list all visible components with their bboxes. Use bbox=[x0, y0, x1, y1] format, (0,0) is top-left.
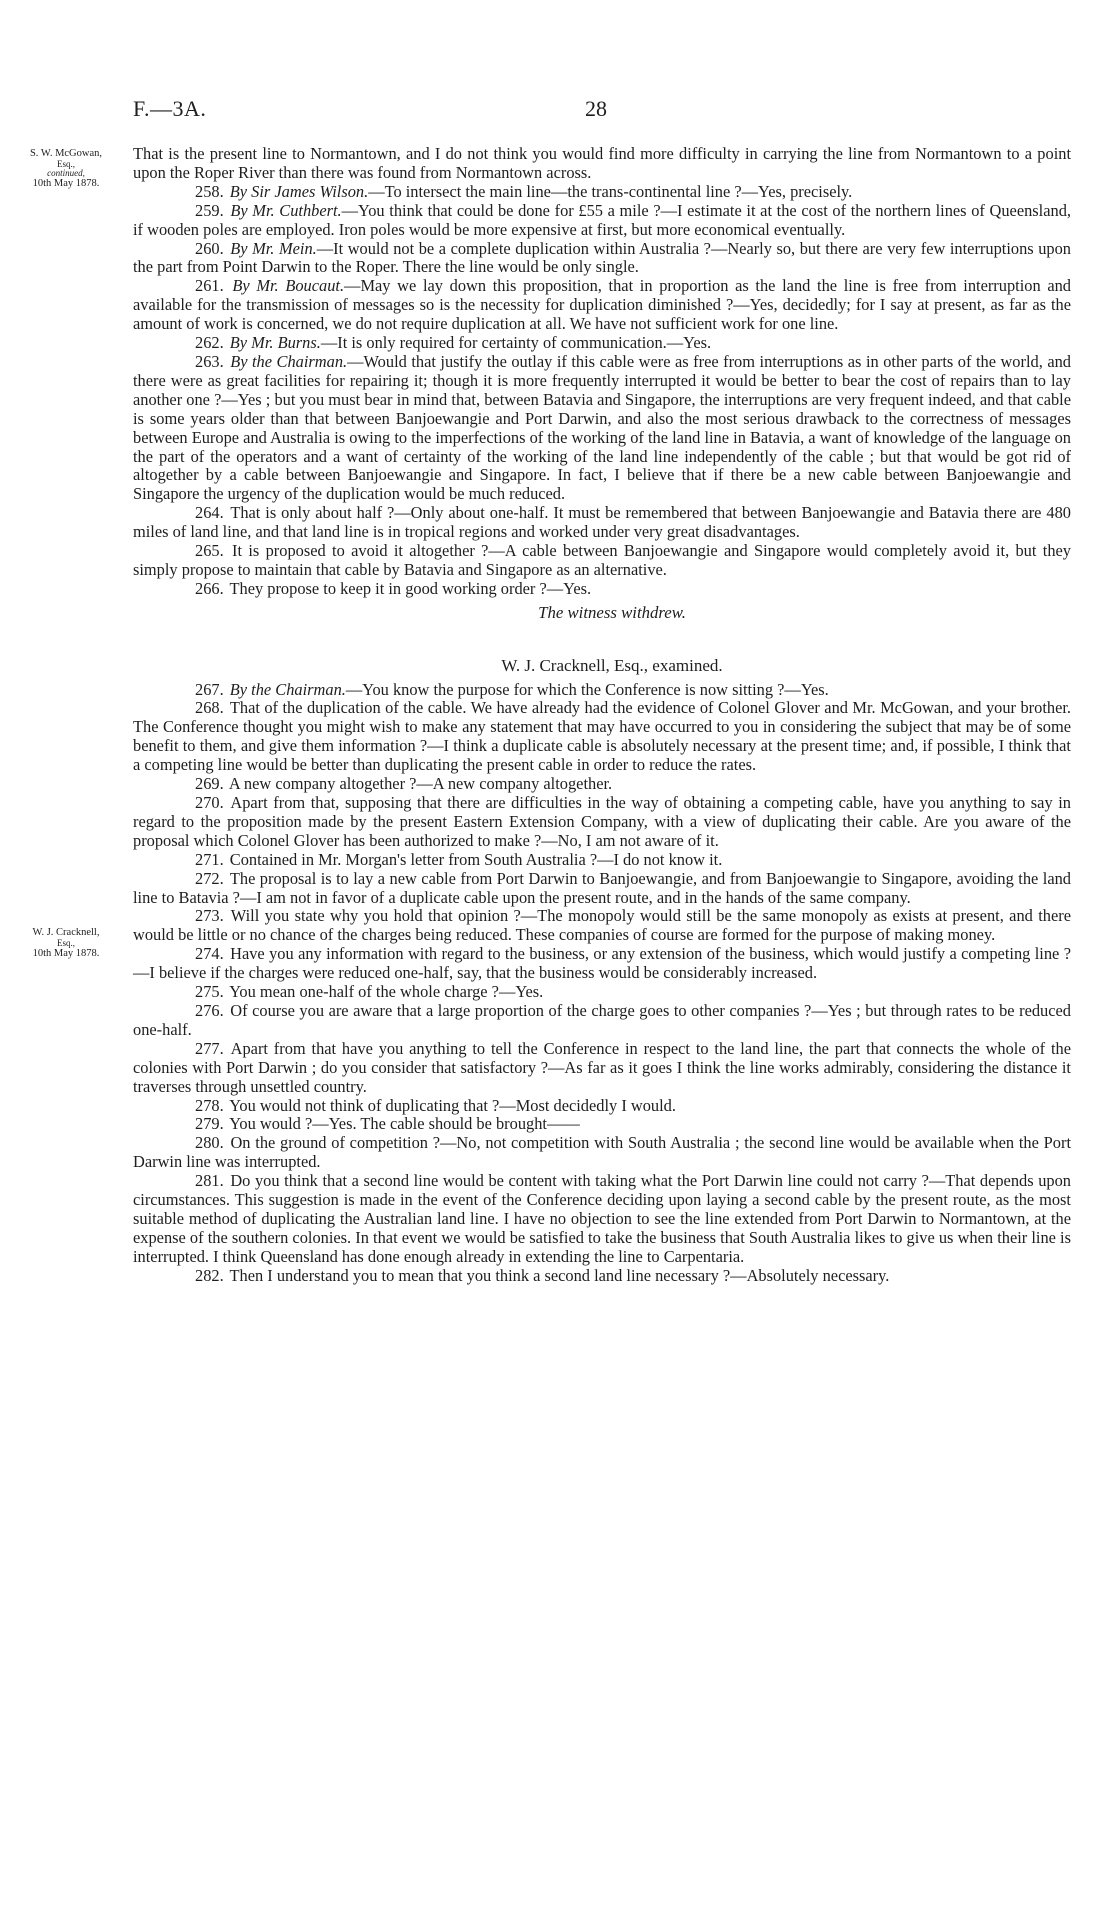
evidence-text: Will you state why you hold that opinion ?—The monopoly would still be the same monopoly as exists at present, and there would be little or no chance of the charges being reduced. These companies of course are formed for the purpose of making money. bbox=[133, 906, 1071, 945]
questioner-name: By the Chairman. bbox=[229, 679, 346, 699]
question-number: 266. bbox=[195, 578, 224, 598]
question-number: 274. bbox=[195, 944, 224, 964]
evidence-paragraph bbox=[133, 145, 1071, 183]
evidence-paragraph bbox=[133, 353, 1071, 504]
evidence-text: A new company altogether ?—A new company altogether. bbox=[228, 774, 613, 794]
body-text bbox=[133, 145, 1071, 1286]
evidence-paragraph bbox=[133, 907, 1071, 945]
evidence-text: —It would not be a complete duplication within Australia ?—Nearly so, but there are very few interruptions upon the part from Point Darwin to the Roper. There the line would be only single. bbox=[133, 238, 1071, 277]
evidence-text: They propose to keep it in good working order ?—Yes. bbox=[229, 578, 592, 598]
evidence-paragraph bbox=[133, 504, 1071, 542]
question-number: 277. bbox=[195, 1038, 224, 1058]
question-number: 273. bbox=[195, 906, 224, 926]
questioner-name: By the Chairman. bbox=[230, 351, 348, 371]
section-mcgowan-evidence bbox=[133, 145, 1071, 599]
question-number: 275. bbox=[195, 982, 224, 1002]
question-number: 258. bbox=[195, 181, 224, 201]
question-number: 265. bbox=[195, 541, 224, 561]
evidence-paragraph bbox=[133, 983, 1071, 1002]
evidence-paragraph bbox=[133, 1040, 1071, 1097]
evidence-text: It is proposed to avoid it altogether ?—A cable between Banjoewangie and Singapore would completely avoid it, but they simply propose to maintain that cable by Batavia and Singapore as an alternative. bbox=[133, 541, 1071, 579]
section-heading: W. J. Cracknell, Esq., examined. bbox=[501, 655, 723, 675]
evidence-text: Apart from that, supposing that there are difficulties in the way of obtaining a competing cable, have you anything to say in regard to the proposition made by the present Eastern Extension Company, with a view of duplicating their cable. Are you aware of the proposal which Colonel Glover has been authorized to make ?—No, I am not aware of it. bbox=[133, 793, 1071, 850]
evidence-text: On the ground of competition ?—No, not competition with South Australia ; the second line would be available when the Port Darwin line was interrupted. bbox=[133, 1133, 1071, 1172]
evidence-text: Contained in Mr. Morgan's letter from South Australia ?—I do not know it. bbox=[229, 849, 723, 869]
question-number: 281. bbox=[195, 1171, 224, 1191]
evidence-paragraph bbox=[133, 202, 1071, 240]
evidence-paragraph bbox=[133, 681, 1071, 700]
question-number: 261. bbox=[195, 276, 224, 296]
evidence-text: That of the duplication of the cable. We have already had the evidence of Colonel Glover and Mr. McGowan, and your brother. The Conference thought you might wish to make any statement that may have occurred to you in considering the subject that may be of some benefit to them, and give them information ?—I think a duplicate cable is absolutely necessary at the present time; and, if possible, I think that a competing line would be better than duplicating the present cable in order to reduce the rates. bbox=[133, 698, 1071, 775]
margin-note-cracknell bbox=[6, 927, 126, 960]
question-number: 259. bbox=[195, 200, 224, 220]
margin-note-name: W. J. Cracknell, bbox=[32, 927, 100, 938]
evidence-paragraph bbox=[133, 775, 1071, 794]
evidence-paragraph bbox=[133, 334, 1071, 353]
evidence-text: You would ?—Yes. The cable should be brought—— bbox=[229, 1114, 580, 1134]
evidence-text: You would not think of duplicating that ?—Most decidedly I would. bbox=[229, 1095, 676, 1115]
question-number: 271. bbox=[195, 849, 224, 869]
evidence-paragraph bbox=[133, 1172, 1071, 1267]
evidence-paragraph bbox=[133, 945, 1071, 983]
margin-note-date: 10th May 1878. bbox=[32, 948, 100, 959]
evidence-paragraph bbox=[133, 580, 1071, 599]
evidence-text: —Would that justify the outlay if this cable were as free from interruptions as in other parts of the world, and there were as great facilities for repairing it; though it is more frequently interrupted it would be better to bear the cost of repairs than to lay another one ?—Yes ; but you must bear in mind that, between Batavia and Singapore, the interruptions are very frequent indeed, and that cable is some years older than that between Banjoewangie and Port Darwin, and also the most serious drawback to the correctness of messages between Europe and Australia is owing to the imperfections of the working of the land line in Batavia, a want of knowledge of the language on the part of the operators and a want of certainty of the working of the land line independently of the cable ; but that would be got rid of altogether by a cable between Banjoewangie and Singapore. In fact, I believe that if there be a new cable between Banjoewangie and Singapore the urgency of the duplication would be much reduced. bbox=[133, 351, 1071, 504]
evidence-text: —To intersect the main line—the trans-continental line ?—Yes, precisely. bbox=[368, 181, 853, 201]
question-number: 280. bbox=[195, 1133, 224, 1153]
section-cracknell-evidence bbox=[133, 681, 1071, 1286]
evidence-text: You mean one-half of the whole charge ?—Yes. bbox=[229, 982, 544, 1002]
evidence-text: Apart from that have you anything to tell the Conference in respect to the land line, the part that connects the whole of the colonies with Port Darwin ; do you consider that satisfactory ?—As far as it goes I think the line works admirably, considering the distance it traverses through unsettled country. bbox=[133, 1038, 1071, 1096]
question-number: 272. bbox=[195, 868, 224, 888]
evidence-text: —It is only required for certainty of communication.—Yes. bbox=[320, 333, 712, 353]
question-number: 269. bbox=[195, 774, 224, 794]
evidence-paragraph bbox=[133, 1134, 1071, 1172]
question-number: 263. bbox=[195, 351, 224, 371]
document-reference: F.—3A. bbox=[133, 96, 207, 121]
evidence-text: Of course you are aware that a large proportion of the charge goes to other companies ?—Yes ; but through rates to be reduced one-half. bbox=[133, 1000, 1071, 1039]
question-number: 282. bbox=[195, 1265, 224, 1285]
evidence-text: —You think that could be done for £55 a mile ?—I estimate it at the cost of the northern lines of Queensland, if wooden poles are employed. Iron poles would be more expensive at first, but more economical eventually. bbox=[133, 200, 1071, 239]
witness-withdrew-note: The witness withdrew. bbox=[538, 602, 686, 622]
evidence-paragraph bbox=[133, 1002, 1071, 1040]
evidence-paragraph bbox=[133, 542, 1071, 580]
question-number: 279. bbox=[195, 1114, 224, 1134]
evidence-text: —You know the purpose for which the Conference is now sitting ?—Yes. bbox=[345, 679, 829, 699]
questioner-name: By Mr. Boucaut. bbox=[232, 276, 345, 296]
question-number: 278. bbox=[195, 1095, 224, 1115]
question-number: 260. bbox=[195, 238, 224, 258]
evidence-paragraph bbox=[133, 1267, 1071, 1286]
question-number: 267. bbox=[195, 679, 224, 699]
evidence-paragraph bbox=[133, 1115, 1071, 1134]
margin-note-esq: Esq., bbox=[57, 159, 75, 169]
question-number: 264. bbox=[195, 503, 224, 523]
question-number: 268. bbox=[195, 698, 224, 718]
page-header bbox=[133, 96, 1071, 124]
questioner-name: By Mr. Burns. bbox=[229, 333, 321, 353]
evidence-text: —May we lay down this proposition, that in proportion as the land the line is free from interruption and available for the transmission of messages so is the necessity for duplication diminished ?—Yes, decidedly; for I say at present, as far as the amount of work is concerned, we do not require duplication at all. We have not sufficient work for one line. bbox=[133, 276, 1071, 334]
evidence-text: That is only about half ?—Only about one-half. It must be remembered that between Banjoewangie and Batavia there are 480 miles of land line, and that land line is in tropical regions and worked under very great disadvantages. bbox=[133, 503, 1071, 542]
margin-note-mcgowan bbox=[6, 148, 126, 190]
margin-note-date: 10th May 1878. bbox=[32, 178, 100, 189]
evidence-paragraph bbox=[133, 794, 1071, 851]
evidence-text: Then I understand you to mean that you think a second land line necessary ?—Absolutely necessary. bbox=[229, 1265, 890, 1285]
evidence-text: That is the present line to Normantown, and I do not think you would find more difficulty in carrying the line from Normantown to a point upon the Roper River than there was found from Normantown across. bbox=[133, 144, 1071, 182]
evidence-paragraph bbox=[133, 851, 1071, 870]
evidence-text: Do you think that a second line would be content with taking what the Port Darwin line could not carry ?—That depends upon circumstances. This suggestion is made in the event of the Conference deciding upon laying a second cable by the present route, as the most suitable method of duplicating the Australian land line. I have no objection to see the line extended from Port Darwin to Normantown, at the expense of the southern colonies. In that event we would be satisfied to take the business that South Australia likes to give us when their line is interrupted. I think Queensland has done enough already in extending the line to Carpentaria. bbox=[133, 1171, 1071, 1266]
evidence-paragraph bbox=[133, 1097, 1071, 1116]
evidence-text: Have you any information with regard to the business, or any extension of the business, which would justify a competing line ?—I believe if the charges were reduced one-half, say, that the business would be considerably increased. bbox=[133, 944, 1071, 983]
margin-note-continued: continued, bbox=[47, 168, 85, 178]
question-number: 270. bbox=[195, 793, 224, 812]
evidence-paragraph bbox=[133, 183, 1071, 202]
evidence-paragraph bbox=[133, 277, 1071, 334]
page-number: 28 bbox=[585, 96, 607, 121]
questioner-name: By Mr. Cuthbert. bbox=[230, 200, 342, 220]
question-number: 262. bbox=[195, 333, 224, 353]
evidence-paragraph bbox=[133, 870, 1071, 908]
questioner-name: By Sir James Wilson. bbox=[229, 181, 369, 201]
questioner-name: By Mr. Mein. bbox=[230, 238, 317, 258]
evidence-paragraph bbox=[133, 699, 1071, 775]
evidence-text: The proposal is to lay a new cable from Port Darwin to Banjoewangie, and from Banjoewangie to Singapore, avoiding the land line to Batavia ?—I am not in favor of a duplicate cable upon the present route, and in the hands of the same company. bbox=[133, 868, 1071, 907]
margin-note-name: S. W. McGowan, bbox=[29, 148, 103, 159]
evidence-paragraph bbox=[133, 240, 1071, 278]
margin-note-esq: Esq., bbox=[57, 938, 75, 948]
question-number: 276. bbox=[195, 1000, 224, 1020]
